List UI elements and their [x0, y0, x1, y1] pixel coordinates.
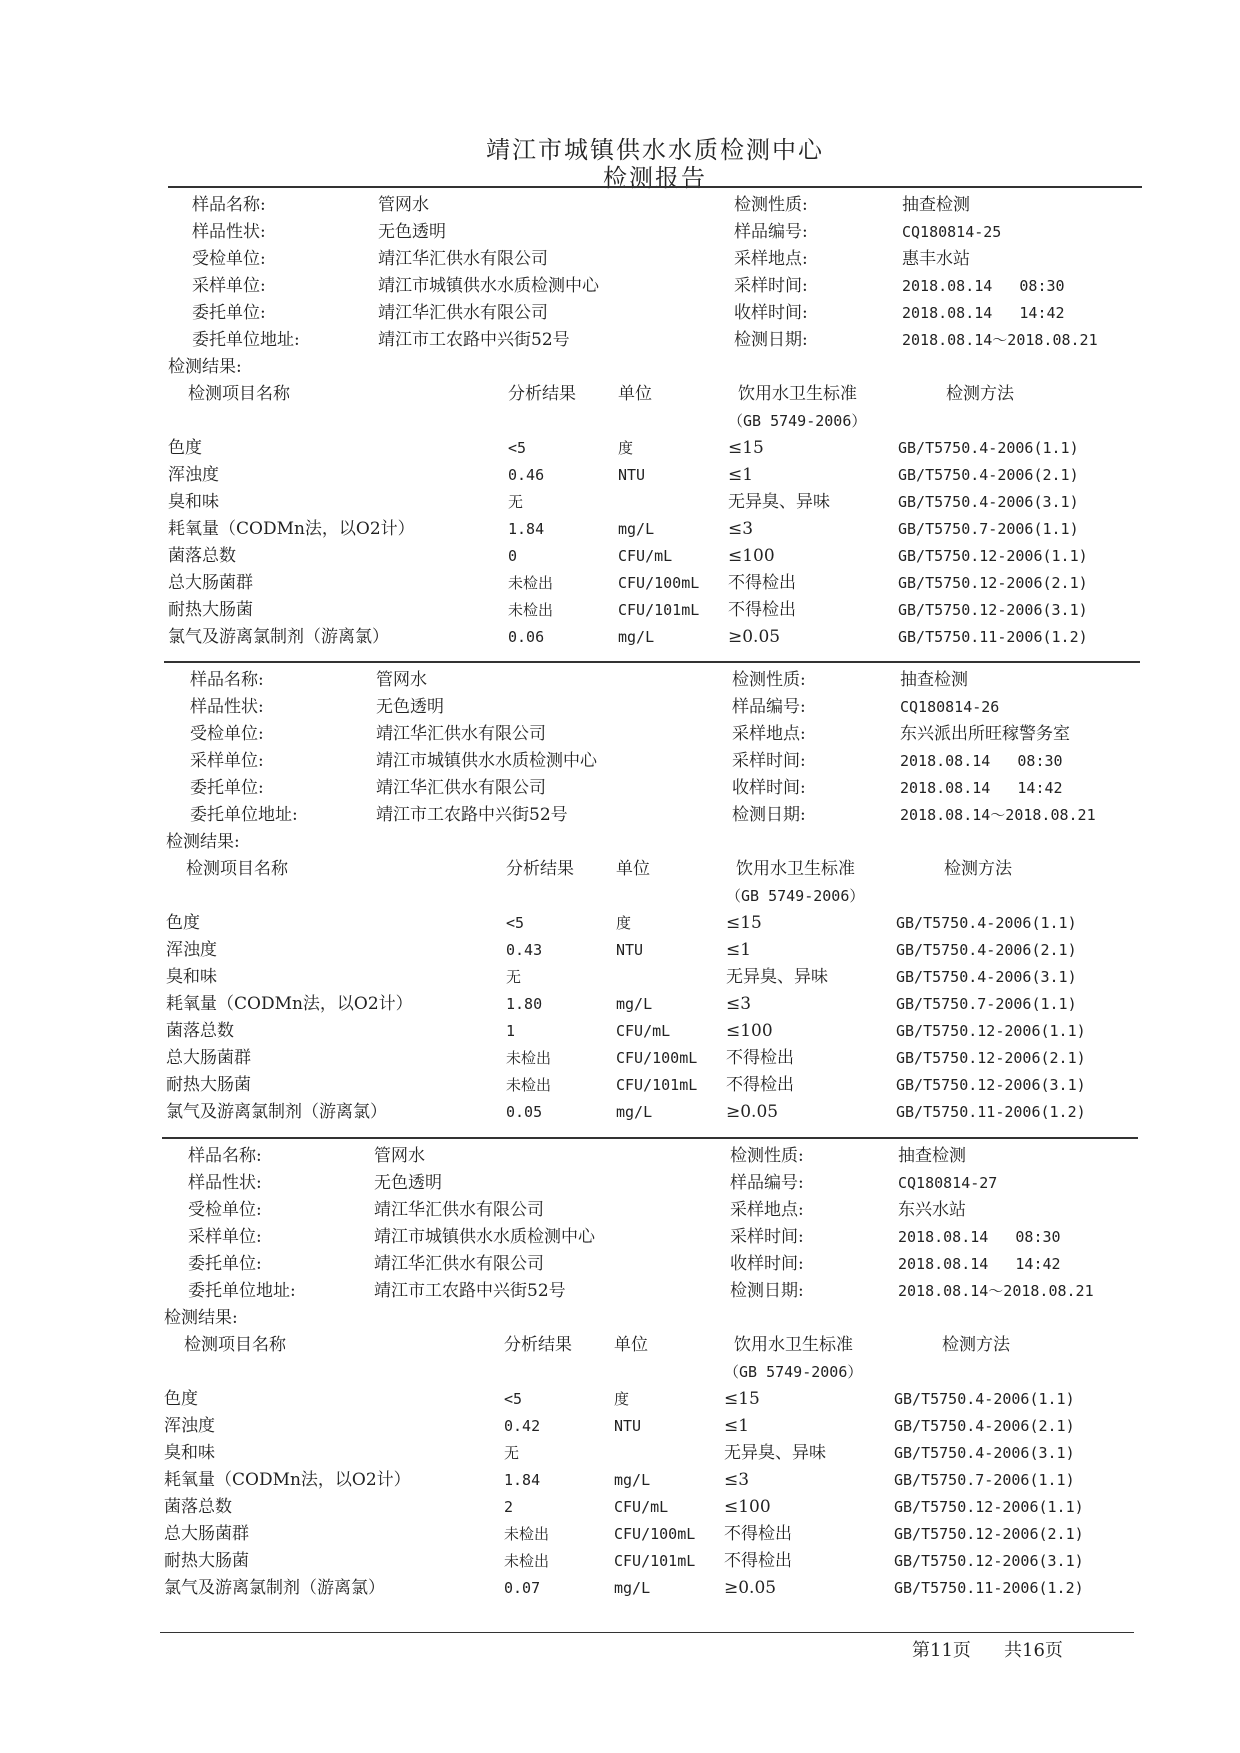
results-label: 检测结果: [166, 832, 240, 852]
item-result: 未检出 [504, 1552, 550, 1570]
item-unit: 度 [614, 1390, 630, 1408]
sampling-time: 2018.08.14 08:30 [898, 1228, 1061, 1246]
sample-name: 管网水 [376, 670, 427, 690]
item-name: 菌落总数 [168, 546, 236, 566]
item-standard: 不得检出 [724, 1551, 792, 1571]
item-method: GB/T5750.4-2006(1.1) [896, 914, 1077, 932]
col-unit-header: 单位 [614, 1335, 648, 1355]
item-unit: mg/L [618, 628, 655, 646]
item-standard: ≤3 [726, 994, 752, 1014]
sample-no: CQ180814-26 [900, 698, 1000, 716]
sample-property: 无色透明 [376, 697, 444, 717]
label: 检测日期: [732, 805, 806, 825]
report-subtitle: 检测报告 [603, 164, 707, 192]
col-item-header: 检测项目名称 [184, 1335, 286, 1355]
item-name: 臭和味 [166, 967, 217, 987]
page-total: 共16页 [1004, 1640, 1063, 1661]
item-name: 浑浊度 [168, 465, 219, 485]
item-method: GB/T5750.4-2006(2.1) [894, 1417, 1075, 1435]
item-result: 0.07 [504, 1579, 541, 1597]
item-method: GB/T5750.7-2006(1.1) [894, 1471, 1075, 1489]
sampling-time: 2018.08.14 08:30 [902, 277, 1065, 295]
item-standard: ≤100 [728, 546, 775, 566]
col-standard-header: 饮用水卫生标准 [734, 1335, 853, 1355]
item-standard: ≤15 [726, 913, 762, 933]
item-name: 浑浊度 [164, 1416, 215, 1436]
item-result: 无 [506, 968, 522, 986]
item-method: GB/T5750.12-2006(1.1) [894, 1498, 1084, 1516]
item-result: 0.06 [508, 628, 545, 646]
label: 受检单位: [190, 724, 264, 744]
sample-name: 管网水 [374, 1146, 425, 1166]
item-unit: mg/L [614, 1471, 651, 1489]
label: 样品编号: [734, 222, 808, 242]
sampling-unit: 靖江市城镇供水水质检测中心 [378, 276, 599, 296]
item-standard: ≥0.05 [728, 627, 781, 647]
item-result: 1.84 [508, 520, 545, 538]
test-date: 2018.08.14～2018.08.21 [900, 806, 1096, 824]
item-result: 未检出 [508, 601, 554, 619]
item-result: 1 [506, 1022, 516, 1040]
item-standard: ≤1 [728, 465, 754, 485]
item-name: 总大肠菌群 [168, 573, 253, 593]
item-unit: NTU [616, 941, 644, 959]
item-unit: CFU/100mL [618, 574, 700, 592]
client-unit: 靖江华汇供水有限公司 [378, 303, 548, 323]
col-standard-header: 饮用水卫生标准 [738, 384, 857, 404]
test-date: 2018.08.14～2018.08.21 [902, 331, 1098, 349]
item-standard: 不得检出 [728, 600, 796, 620]
client-address: 靖江市工农路中兴街52号 [374, 1281, 566, 1301]
item-method: GB/T5750.12-2006(2.1) [898, 574, 1088, 592]
page-number: 第11页 [912, 1640, 971, 1661]
item-unit: CFU/mL [618, 547, 673, 565]
test-date: 2018.08.14～2018.08.21 [898, 1282, 1094, 1300]
col-item-header: 检测项目名称 [188, 384, 290, 404]
item-name: 菌落总数 [166, 1021, 234, 1041]
inspected-unit: 靖江华汇供水有限公司 [374, 1200, 544, 1220]
label: 采样时间: [730, 1227, 804, 1247]
results-label: 检测结果: [168, 357, 242, 377]
item-result: 0.46 [508, 466, 545, 484]
item-standard: ≤1 [724, 1416, 750, 1436]
item-result: 1.80 [506, 995, 543, 1013]
label: 采样单位: [188, 1227, 262, 1247]
item-method: GB/T5750.4-2006(1.1) [894, 1390, 1075, 1408]
client-unit: 靖江华汇供水有限公司 [374, 1254, 544, 1274]
item-method: GB/T5750.7-2006(1.1) [898, 520, 1079, 538]
receipt-time: 2018.08.14 14:42 [898, 1255, 1061, 1273]
item-standard: 不得检出 [728, 573, 796, 593]
label: 检测性质: [734, 195, 808, 215]
col-method-header: 检测方法 [946, 384, 1014, 404]
item-name: 耐热大肠菌 [168, 600, 253, 620]
sample-block-2 [166, 667, 1146, 1137]
item-method: GB/T5750.4-2006(1.1) [898, 439, 1079, 457]
item-method: GB/T5750.12-2006(3.1) [896, 1076, 1086, 1094]
sample-block-3 [164, 1143, 1144, 1613]
item-name: 耐热大肠菌 [166, 1075, 251, 1095]
item-unit: mg/L [616, 1103, 653, 1121]
item-name: 臭和味 [164, 1443, 215, 1463]
label: 委托单位: [190, 778, 264, 798]
item-standard: 不得检出 [724, 1524, 792, 1544]
item-result: 1.84 [504, 1471, 541, 1489]
item-method: GB/T5750.12-2006(2.1) [896, 1049, 1086, 1067]
item-result: 0.05 [506, 1103, 543, 1121]
footer-rule [160, 1632, 1134, 1633]
item-name: 耗氧量（CODMn法，以O2计） [168, 519, 415, 539]
item-unit: CFU/101mL [616, 1076, 698, 1094]
item-method: GB/T5750.7-2006(1.1) [896, 995, 1077, 1013]
col-unit-header: 单位 [618, 384, 652, 404]
item-standard: 不得检出 [726, 1048, 794, 1068]
item-result: 未检出 [508, 574, 554, 592]
section-rule [164, 661, 1140, 663]
sample-name: 管网水 [378, 195, 429, 215]
test-nature: 抽查检测 [902, 195, 970, 215]
item-standard: ≤3 [724, 1470, 750, 1490]
label: 委托单位地址: [188, 1281, 296, 1301]
test-nature: 抽查检测 [898, 1146, 966, 1166]
item-name: 臭和味 [168, 492, 219, 512]
label: 受检单位: [188, 1200, 262, 1220]
sampling-site: 惠丰水站 [902, 249, 970, 269]
item-method: GB/T5750.11-2006(1.2) [896, 1103, 1086, 1121]
item-method: GB/T5750.12-2006(3.1) [898, 601, 1088, 619]
receipt-time: 2018.08.14 14:42 [900, 779, 1063, 797]
label: 收样时间: [732, 778, 806, 798]
item-standard: ≤100 [724, 1497, 771, 1517]
sampling-site: 东兴水站 [898, 1200, 966, 1220]
label: 采样时间: [732, 751, 806, 771]
label: 受检单位: [192, 249, 266, 269]
item-unit: mg/L [618, 520, 655, 538]
item-method: GB/T5750.4-2006(2.1) [896, 941, 1077, 959]
col-method-header: 检测方法 [944, 859, 1012, 879]
label: 检测性质: [732, 670, 806, 690]
inspected-unit: 靖江华汇供水有限公司 [378, 249, 548, 269]
sample-no: CQ180814-25 [902, 223, 1002, 241]
label: 委托单位: [188, 1254, 262, 1274]
item-result: <5 [508, 439, 527, 457]
item-name: 浑浊度 [166, 940, 217, 960]
item-method: GB/T5750.12-2006(3.1) [894, 1552, 1084, 1570]
label: 收样时间: [730, 1254, 804, 1274]
sample-property: 无色透明 [374, 1173, 442, 1193]
col-result-header: 分析结果 [506, 859, 574, 879]
sample-block-1 [168, 192, 1148, 662]
item-result: 2 [504, 1498, 514, 1516]
item-result: <5 [506, 914, 525, 932]
item-name: 耗氧量（CODMn法，以O2计） [164, 1470, 411, 1490]
item-result: 未检出 [506, 1076, 552, 1094]
item-standard: ≤1 [726, 940, 752, 960]
item-name: 色度 [164, 1389, 198, 1409]
label: 采样地点: [732, 724, 806, 744]
item-method: GB/T5750.12-2006(1.1) [898, 547, 1088, 565]
item-result: 未检出 [504, 1525, 550, 1543]
sampling-site: 东兴派出所旺稼警务室 [900, 724, 1070, 744]
top-rule [168, 186, 1142, 188]
item-method: GB/T5750.12-2006(1.1) [896, 1022, 1086, 1040]
label: 样品性状: [192, 222, 266, 242]
item-name: 总大肠菌群 [166, 1048, 251, 1068]
col-method-header: 检测方法 [942, 1335, 1010, 1355]
item-method: GB/T5750.11-2006(1.2) [898, 628, 1088, 646]
client-address: 靖江市工农路中兴街52号 [378, 330, 570, 350]
item-standard: 无异臭、异味 [728, 492, 830, 512]
item-result: <5 [504, 1390, 523, 1408]
item-name: 氯气及游离氯制剂（游离氯） [166, 1102, 387, 1122]
label: 采样单位: [190, 751, 264, 771]
sampling-unit: 靖江市城镇供水水质检测中心 [374, 1227, 595, 1247]
item-name: 氯气及游离氯制剂（游离氯） [164, 1578, 385, 1598]
inspected-unit: 靖江华汇供水有限公司 [376, 724, 546, 744]
item-unit: 度 [616, 914, 632, 932]
label: 检测性质: [730, 1146, 804, 1166]
item-standard: ≤3 [728, 519, 754, 539]
item-standard: 无异臭、异味 [724, 1443, 826, 1463]
item-method: GB/T5750.11-2006(1.2) [894, 1579, 1084, 1597]
label: 采样单位: [192, 276, 266, 296]
item-name: 菌落总数 [164, 1497, 232, 1517]
item-result: 无 [504, 1444, 520, 1462]
label: 采样时间: [734, 276, 808, 296]
item-unit: NTU [614, 1417, 642, 1435]
client-address: 靖江市工农路中兴街52号 [376, 805, 568, 825]
item-name: 耐热大肠菌 [164, 1551, 249, 1571]
label: 样品性状: [188, 1173, 262, 1193]
col-standard-code: （GB 5749-2006） [726, 887, 865, 905]
item-method: GB/T5750.4-2006(3.1) [896, 968, 1077, 986]
label: 采样地点: [730, 1200, 804, 1220]
label: 采样地点: [734, 249, 808, 269]
item-name: 耗氧量（CODMn法，以O2计） [166, 994, 413, 1014]
item-unit: CFU/mL [614, 1498, 669, 1516]
col-standard-header: 饮用水卫生标准 [736, 859, 855, 879]
client-unit: 靖江华汇供水有限公司 [376, 778, 546, 798]
label: 委托单位: [192, 303, 266, 323]
col-standard-code: （GB 5749-2006） [728, 412, 867, 430]
label: 样品名称: [190, 670, 264, 690]
item-unit: CFU/100mL [616, 1049, 698, 1067]
item-unit: CFU/mL [616, 1022, 671, 1040]
item-standard: ≤15 [724, 1389, 760, 1409]
label: 样品编号: [730, 1173, 804, 1193]
results-label: 检测结果: [164, 1308, 238, 1328]
receipt-time: 2018.08.14 14:42 [902, 304, 1065, 322]
item-standard: 无异臭、异味 [726, 967, 828, 987]
test-nature: 抽查检测 [900, 670, 968, 690]
sampling-unit: 靖江市城镇供水水质检测中心 [376, 751, 597, 771]
item-standard: 不得检出 [726, 1075, 794, 1095]
item-standard: ≥0.05 [724, 1578, 777, 1598]
item-name: 色度 [168, 438, 202, 458]
label: 样品性状: [190, 697, 264, 717]
item-name: 氯气及游离氯制剂（游离氯） [168, 627, 389, 647]
item-result: 0 [508, 547, 518, 565]
item-unit: 度 [618, 439, 634, 457]
item-standard: ≤100 [726, 1021, 773, 1041]
item-standard: ≤15 [728, 438, 764, 458]
item-unit: mg/L [616, 995, 653, 1013]
label: 样品名称: [192, 195, 266, 215]
label: 检测日期: [730, 1281, 804, 1301]
col-item-header: 检测项目名称 [186, 859, 288, 879]
label: 委托单位地址: [190, 805, 298, 825]
item-unit: mg/L [614, 1579, 651, 1597]
item-method: GB/T5750.4-2006(3.1) [898, 493, 1079, 511]
col-result-header: 分析结果 [504, 1335, 572, 1355]
item-standard: ≥0.05 [726, 1102, 779, 1122]
item-result: 0.43 [506, 941, 543, 959]
label: 委托单位地址: [192, 330, 300, 350]
item-method: GB/T5750.4-2006(2.1) [898, 466, 1079, 484]
item-name: 色度 [166, 913, 200, 933]
section-rule [162, 1137, 1138, 1139]
label: 样品名称: [188, 1146, 262, 1166]
item-result: 0.42 [504, 1417, 541, 1435]
item-unit: CFU/101mL [618, 601, 700, 619]
item-result: 无 [508, 493, 524, 511]
item-unit: NTU [618, 466, 646, 484]
report-title: 靖江市城镇供水水质检测中心 [486, 136, 824, 164]
col-standard-code: （GB 5749-2006） [724, 1363, 863, 1381]
item-unit: CFU/101mL [614, 1552, 696, 1570]
item-method: GB/T5750.12-2006(2.1) [894, 1525, 1084, 1543]
col-result-header: 分析结果 [508, 384, 576, 404]
label: 检测日期: [734, 330, 808, 350]
item-method: GB/T5750.4-2006(3.1) [894, 1444, 1075, 1462]
sample-property: 无色透明 [378, 222, 446, 242]
col-unit-header: 单位 [616, 859, 650, 879]
sample-no: CQ180814-27 [898, 1174, 998, 1192]
item-result: 未检出 [506, 1049, 552, 1067]
sampling-time: 2018.08.14 08:30 [900, 752, 1063, 770]
item-unit: CFU/100mL [614, 1525, 696, 1543]
label: 收样时间: [734, 303, 808, 323]
label: 样品编号: [732, 697, 806, 717]
item-name: 总大肠菌群 [164, 1524, 249, 1544]
